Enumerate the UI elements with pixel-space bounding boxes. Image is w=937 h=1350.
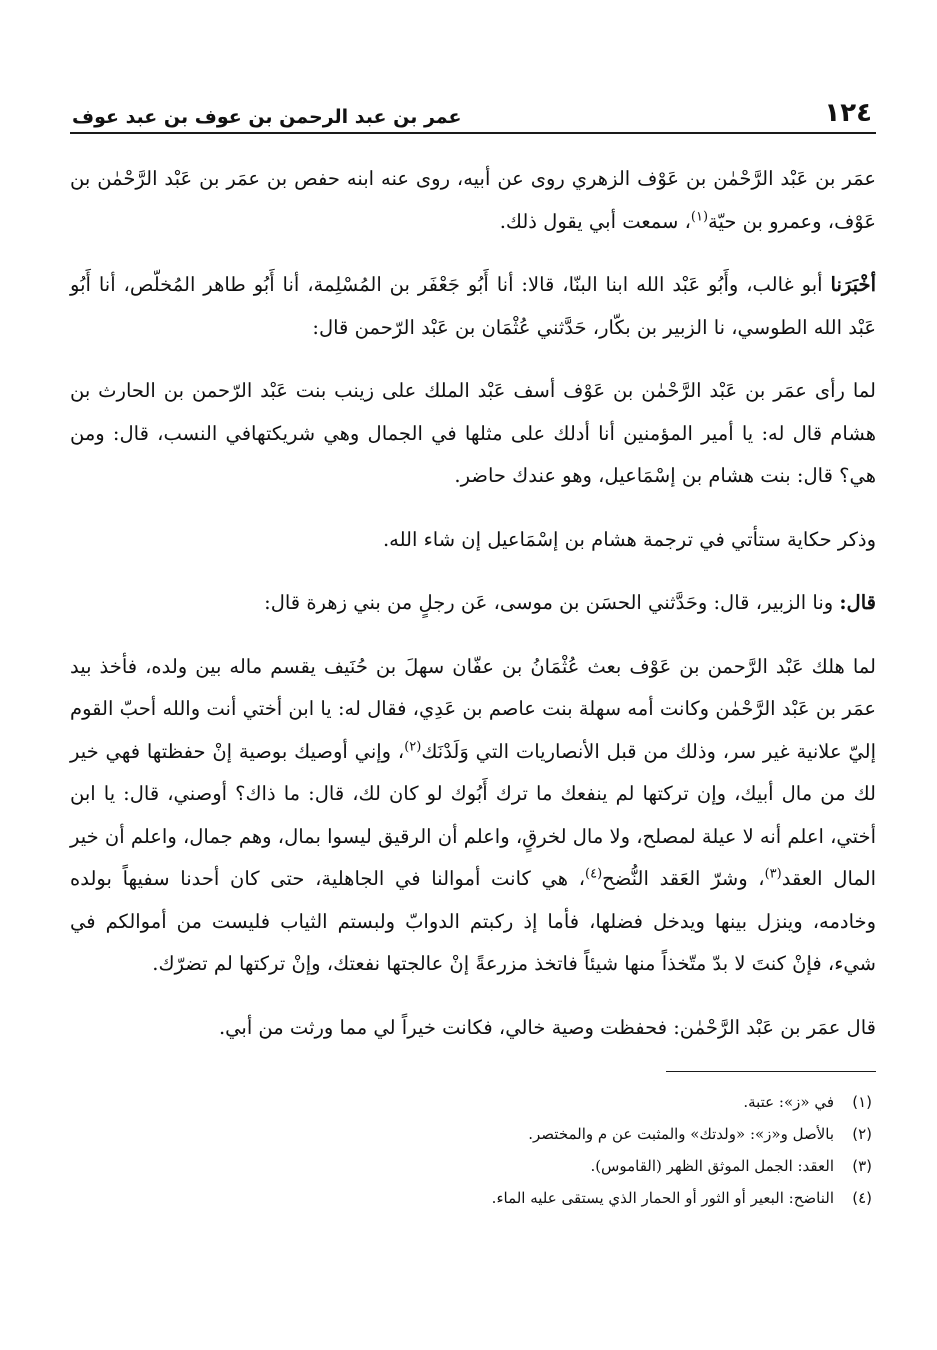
- paragraph-6-part-b: ، وإني أوصيك بوصية إنْ حفظتها فهي خير لك من مال أبيك، وإن تركتها لم ينفعك ما ترك أَبُوك لو كان لك، قال: ما ذاك؟ أوصني، قال: يا ابن أختي، اعلم أنه لا عيلة لمصلح، ولا مال لخرقٍ، واعلم أن الرقيق ليسوا بمال، وهم جمال، واعلم أن خير المال العقد: [70, 739, 877, 890]
- footnote-text: في «ز»: عتبة.: [743, 1093, 834, 1111]
- footnote-3: [70, 1150, 876, 1182]
- footnote-number: (٤): [852, 1189, 872, 1207]
- footnote-4: [70, 1182, 876, 1214]
- footnote-ref-4: (٤): [585, 866, 603, 882]
- footnote-ref-1: (١): [690, 209, 709, 224]
- paragraph-6: [70, 646, 876, 986]
- footnote-text: بالأصل و«ز»: «ولدتك» والمثبت عن م والمختصر.: [528, 1125, 834, 1143]
- footnote-text: العقد: الجمل الموثق الظهر (القاموس).: [590, 1157, 834, 1175]
- header-title: عمر بن عبد الرحمن بن عوف بن عبد عوف: [72, 106, 462, 128]
- footnote-ref-2: (٢): [404, 739, 422, 754]
- paragraph-5: [70, 582, 876, 625]
- paragraph-6-part-a: لما هلك عَبْد الرَّحمن بن عَوْف بعث عُثْمَانُ بن عفّان سهلَ بن حُنَيف يقسم ماله بين ولده، فأخذ بيد عمَر بن عَبْد الرَّحْمٰن وكانت أمه سهلة بنت عاصم بن عَدِي، فقال له: يا ابن أختي أنت والله أحبّ القوم إليّ علانية غير سر، وذلك من قبل الأنصاريات التي وَلَدْنَك: [70, 654, 876, 763]
- footnote-text: الناضح: البعير أو الثور أو الحمار الذي يستقى عليه الماء.: [491, 1189, 834, 1207]
- footnote-1: [70, 1086, 876, 1118]
- book-page: [70, 88, 876, 1214]
- paragraph-1-text: عمَر بن عَبْد الرَّحْمٰن بن عَوْف الزهري روى عن أبيه، روى عنه ابنه حفص بن عمَر بن عَبْد الرَّحْمٰن بن عَوْف، وعمرو بن حيّة: [70, 167, 876, 233]
- footnote-number: (١): [852, 1093, 872, 1111]
- footnote-divider: [666, 1071, 876, 1072]
- paragraph-4: وذكر حكاية ستأتي في ترجمة هشام بن إسْمَاعيل إن شاء الله.: [382, 527, 876, 551]
- paragraph-3: لما رأى عمَر بن عَبْد الرَّحْمٰن بن عَوْف أسف عَبْد الملك على زينب بنت عَبْد الرّحمن بن الحارث بن هشام قال له: يا أمير المؤمنين أنا أدلك على مثلها في الجمال وهي شريكتهافي النسب، قال: ومن هي؟ قال: بنت هشام بن إسْمَاعيل، وهو عندك حاضر.: [70, 379, 876, 487]
- paragraph-2: [70, 264, 876, 349]
- paragraph-2-text: أبو غالب، وأَبُو عَبْد الله ابنا البنّا، قالا: أنا أَبُو جَعْفَر بن المُسْلِمة، أنا أَبُو طاهر المُخلّص، أنا أَبُو عَبْد الله الطوسي، نا الزبير بن بكّار، حَدَّثني عُثْمَان بن عَبْد الرّحمن قال:: [70, 273, 876, 339]
- main-text: [70, 158, 876, 1049]
- footnotes: [70, 1086, 876, 1214]
- page-number: ١٢٤: [824, 98, 872, 128]
- footnote-number: (٢): [852, 1125, 872, 1143]
- footnote-2: [70, 1118, 876, 1150]
- paragraph-1: [70, 158, 876, 243]
- footnote-ref-3: (٣): [764, 866, 782, 882]
- paragraph-5-text: ونا الزبير، قال: وحَدَّثني الحسَن بن موسى، عَن رجلٍ من بني زهرة قال:: [264, 591, 840, 614]
- running-header: [70, 88, 876, 134]
- paragraph-7: قال عمَر بن عَبْد الرَّحْمٰن: فحفظت وصية خالي، فكانت خيراً لي مما ورثت من أبي.: [218, 1015, 876, 1039]
- paragraph-6-part-c: ، وشرّ العَقد النُّضح: [602, 867, 765, 890]
- paragraph-1-end: ، سمعت أبي يقول ذلك.: [499, 209, 691, 233]
- paragraph-5-lead: قال:: [839, 591, 876, 614]
- paragraph-6-part-d: ، هي كانت أموالنا في الجاهلية، حتى كان أحدنا سفيهاً بولده وخادمه، وينزل بينها ويدخل فضلها، فأما إذ ركبتم الدوابّ ولبستم الثياب فليست من أموالكم في شيء، فإنْ كنتَ لا بدّ متّخذاً منها شيئاً فاتخذ مزرعةً إنْ عالجتها نفعتك، وإنْ تركتها لم تضرّك.: [70, 867, 876, 975]
- footnote-number: (٣): [852, 1157, 872, 1175]
- paragraph-2-lead: أخْبَرَنا: [830, 273, 876, 296]
